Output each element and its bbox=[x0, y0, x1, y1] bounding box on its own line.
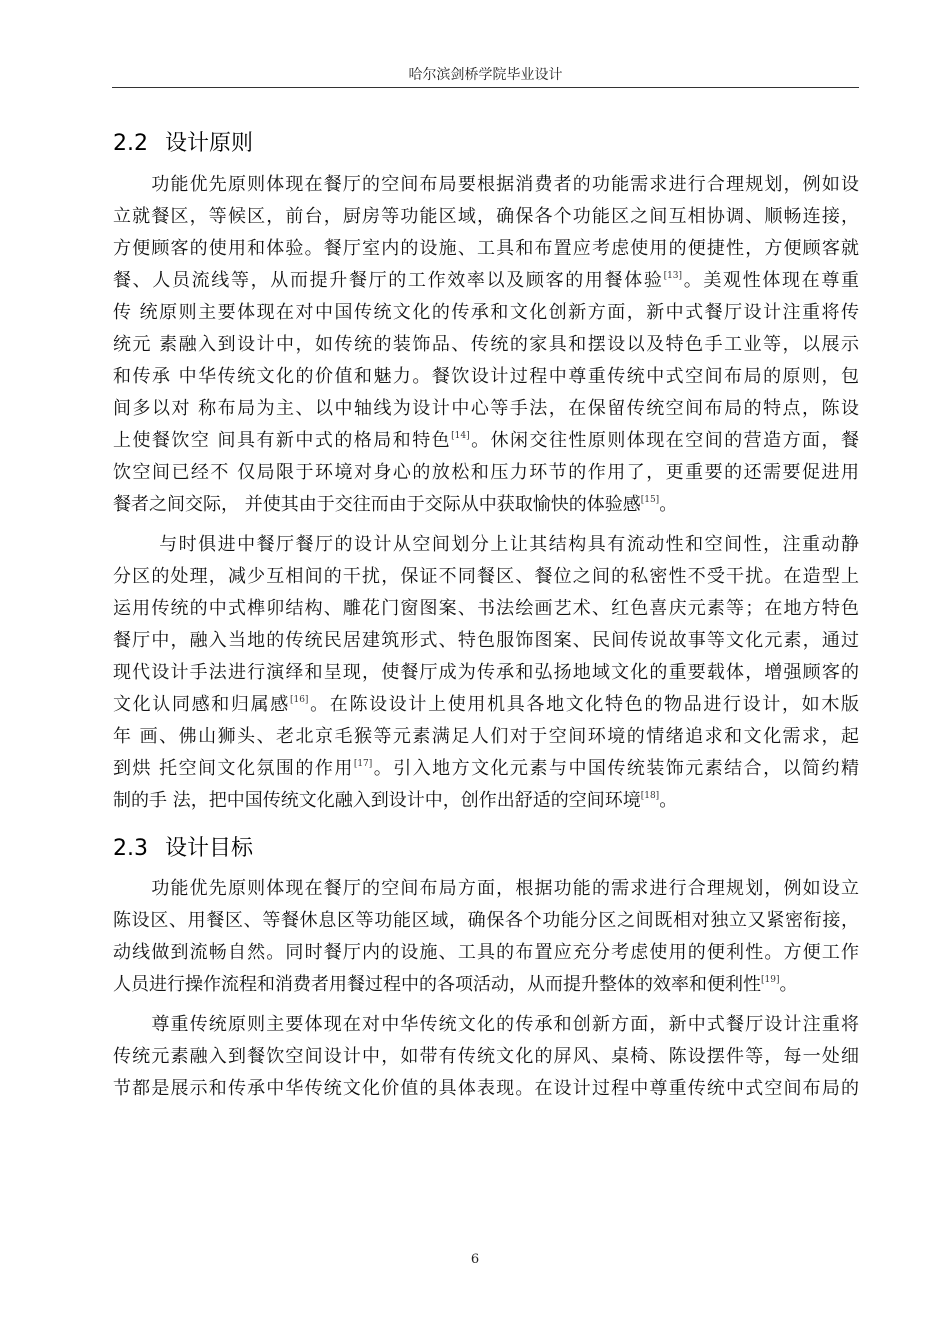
text-line: 与时俱进中餐厅餐厅的设计从空间划分上让其结构具有流动性和空间性，注重动静 bbox=[113, 534, 859, 555]
text-run: 文化认同感和归属感 bbox=[113, 694, 290, 715]
paragraph-respect-tradition bbox=[113, 1009, 859, 1105]
text-line: 功能优先原则体现在餐厅的空间布局要根据消费者的功能需求进行合理规划，例如设 bbox=[113, 174, 859, 195]
text-line: 分区的处理，减少互相间的干扰，保证不同餐区、餐位之间的私密性不受干扰。在造型上 bbox=[113, 566, 859, 587]
paragraph-keep-pace bbox=[113, 529, 859, 817]
text-run: 餐者之间交际， 并使其由于交往而由于交际从中获取愉快的体验感 bbox=[113, 494, 641, 515]
text-line: 统元 素融入到设计中，如传统的装饰品、传统的家具和摆设以及特色手工业等，以展示 bbox=[113, 334, 859, 355]
text-run: 。 bbox=[659, 790, 678, 811]
text-line bbox=[113, 689, 859, 721]
paragraph-design-principles bbox=[113, 169, 859, 521]
text-line: 年 画、佛山狮头、老北京毛猴等元素满足人们对于空间环境的情绪追求和文化需求，起 bbox=[113, 726, 859, 747]
text-line: 间多以对 称布局为主、以中轴线为设计中心等手法，在保留传统空间布局的特点，陈设 bbox=[113, 398, 859, 419]
text-line: 运用传统的中式榫卯结构、雕花门窗图案、书法绘画艺术、红色喜庆元素等；在地方特色 bbox=[113, 598, 859, 619]
text-line: 餐厅中，融入当地的传统民居建筑形式、特色服饰图案、民间传说故事等文化元素，通过 bbox=[113, 630, 859, 651]
text-line: 传 统原则主要体现在对中国传统文化的传承和文化创新方面，新中式餐厅设计注重将传 bbox=[113, 302, 859, 323]
text-run: 。休闲交往性原则体现在空间的营造方面，餐 bbox=[469, 430, 859, 451]
text-run: 。引入地方文化元素与中国传统装饰元素结合，以简约精 bbox=[372, 758, 859, 779]
text-run: 。在陈设设计上使用机具各地文化特色的物品进行设计，如木版 bbox=[308, 694, 860, 715]
page-header-title: 哈尔滨剑桥学院毕业设计 bbox=[408, 67, 563, 83]
text-line: 功能优先原则体现在餐厅的空间布局方面，根据功能的需求进行合理规划，例如设立 bbox=[113, 878, 859, 899]
paragraph-design-goals bbox=[113, 873, 859, 1001]
citation-18: [18] bbox=[640, 791, 660, 801]
text-line: 饮空间已经不 仅局限于环境对身心的放松和压力环节的作用了，更重要的还需要促进用 bbox=[113, 462, 859, 483]
header-divider bbox=[112, 87, 859, 88]
text-line: 陈设区、用餐区、等餐休息区等功能区域，确保各个功能分区之间既相对独立又紧密衔接， bbox=[113, 910, 859, 931]
text-line bbox=[113, 753, 859, 785]
text-line bbox=[113, 489, 859, 521]
citation-19: [19] bbox=[761, 975, 780, 985]
text-line: 现代设计手法进行演绎和呈现，使餐厅成为传承和弘扬地域文化的重要载体，增强顾客的 bbox=[113, 662, 859, 683]
text-run: 餐、人员流线等，从而提升餐厅的工作效率以及顾客的用餐体验 bbox=[113, 270, 664, 291]
text-line: 传统元素融入到餐饮空间设计中，如带有传统文化的屏风、桌椅、陈设摆件等，每一处细 bbox=[113, 1046, 859, 1067]
text-line bbox=[113, 265, 859, 297]
citation-13: [13] bbox=[663, 271, 683, 281]
text-run: 到烘 托空间文化氛围的作用 bbox=[113, 758, 354, 779]
text-line bbox=[113, 969, 859, 1001]
section-number: 2.3 bbox=[113, 836, 148, 861]
text-line: 立就餐区，等候区，前台，厨房等功能区域，确保各个功能区之间互相协调、顺畅连接， bbox=[113, 206, 859, 227]
text-line: 节都是展示和传承中华传统文化价值的具体表现。在设计过程中尊重传统中式空间布局的 bbox=[113, 1078, 859, 1099]
text-line: 方便顾客的使用和体验。餐厅室内的设施、工具和布置应考虑使用的便捷性，方便顾客就 bbox=[113, 238, 859, 259]
section-title: 设计原则 bbox=[165, 131, 254, 156]
text-line bbox=[113, 785, 859, 817]
text-line: 动线做到流畅自然。同时餐厅内的设施、工具的布置应充分考虑使用的便利性。方便工作 bbox=[113, 942, 859, 963]
citation-15: [15] bbox=[640, 495, 660, 505]
citation-17: [17] bbox=[353, 759, 373, 769]
text-run: 制的手 法，把中国传统文化融入到设计中，创作出舒适的空间环境 bbox=[113, 790, 641, 811]
text-line: 和传承 中华传统文化的价值和魅力。餐饮设计过程中尊重传统中式空间布局的原则，包 bbox=[113, 366, 859, 387]
text-line bbox=[113, 425, 859, 457]
section-heading-2-3 bbox=[113, 831, 253, 862]
section-number: 2.2 bbox=[113, 131, 148, 156]
text-run: 人员进行操作流程和消费者用餐过程中的各项活动，从而提升整体的效率和便利性 bbox=[113, 974, 761, 995]
section-title: 设计目标 bbox=[165, 836, 254, 861]
text-run: 上使餐饮空 间具有新中式的格局和特色 bbox=[113, 430, 452, 451]
text-run: 。 bbox=[659, 494, 678, 515]
section-heading-2-2 bbox=[113, 126, 253, 157]
citation-14: [14] bbox=[451, 431, 470, 441]
citation-16: [16] bbox=[289, 695, 309, 705]
text-run: 。 bbox=[779, 974, 798, 995]
page-number: 6 bbox=[470, 1252, 480, 1267]
text-run: 。美观性体现在尊重 bbox=[682, 270, 860, 291]
text-line: 尊重传统原则主要体现在对中华传统文化的传承和创新方面，新中式餐厅设计注重将 bbox=[113, 1014, 859, 1035]
